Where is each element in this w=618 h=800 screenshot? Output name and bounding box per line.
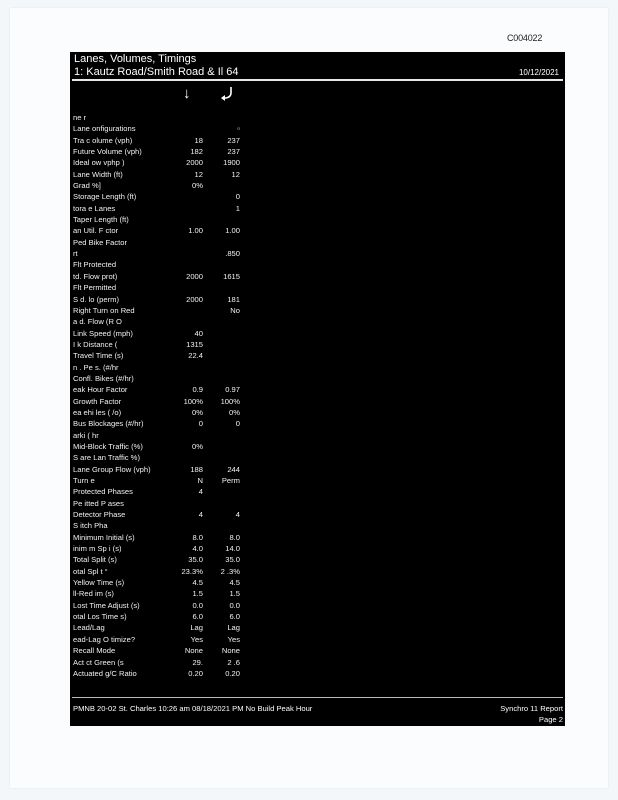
row-label: Confl. Bikes (#/hr) bbox=[73, 373, 134, 383]
row-label: Bus Blockages (#/hr) bbox=[73, 419, 144, 429]
row-label: Right Turn on Red bbox=[73, 305, 135, 315]
sb-through-value: 8.0 bbox=[192, 532, 203, 542]
row-label: Link Speed (mph) bbox=[73, 328, 133, 338]
sb-right-value: None bbox=[221, 646, 240, 656]
sb-right-value: 4.5 bbox=[229, 578, 240, 588]
sb-right-value: 2 .3% bbox=[220, 566, 240, 576]
row-label: Ped Bike Factor bbox=[73, 237, 128, 247]
row-label: Lead/Lag bbox=[73, 623, 105, 633]
row-label: ead-Lag O timize? bbox=[73, 634, 136, 644]
row-label: n . Pe s. (#/hr bbox=[73, 362, 119, 372]
row-label: rt bbox=[73, 249, 78, 259]
row-label: an Util. F ctor bbox=[73, 226, 119, 236]
table-row bbox=[73, 509, 313, 520]
table-row bbox=[73, 203, 313, 214]
sb-right-value: 0.97 bbox=[225, 385, 240, 395]
sb-right-value: .850 bbox=[225, 249, 240, 259]
table-row bbox=[73, 237, 313, 248]
row-label: Recall Mode bbox=[73, 646, 116, 656]
row-label: Lane Group Flow (vph) bbox=[73, 464, 151, 474]
row-label: Storage Length (ft) bbox=[73, 192, 137, 202]
row-label: Act ct Green (s bbox=[73, 657, 124, 667]
sb-through-value: N bbox=[197, 476, 203, 485]
table-row bbox=[73, 112, 313, 123]
sb-through-value: 29. bbox=[192, 657, 203, 667]
row-label: S itch Pha bbox=[73, 521, 108, 531]
table-row bbox=[73, 611, 313, 622]
row-label: Turn e bbox=[73, 476, 95, 485]
footer-page-number: Page 2 bbox=[538, 715, 563, 724]
sb-through-value: 23.3% bbox=[181, 566, 203, 576]
row-label: Lane Width (ft) bbox=[73, 169, 123, 179]
table-row bbox=[73, 305, 313, 316]
sb-through-value: Lag bbox=[190, 623, 203, 633]
row-label: Total Split (s) bbox=[73, 555, 117, 565]
table-row bbox=[73, 566, 313, 577]
sb-right-value: 6.0 bbox=[229, 612, 240, 622]
table-row bbox=[73, 384, 313, 395]
table-row bbox=[73, 532, 313, 543]
row-label: Yellow Time (s) bbox=[73, 578, 125, 588]
table-row bbox=[73, 407, 313, 418]
sb-right-value: 1615 bbox=[223, 271, 240, 281]
table-row bbox=[73, 123, 313, 134]
sb-through-value: None bbox=[184, 646, 203, 656]
row-label: eak Hour Factor bbox=[73, 385, 128, 395]
table-row bbox=[73, 135, 313, 146]
footer-software: Synchro 11 Report bbox=[500, 704, 563, 713]
row-label: a d. Flow (R O bbox=[73, 317, 122, 327]
row-label: ea ehi les ( /o) bbox=[73, 407, 122, 417]
table-row bbox=[73, 430, 313, 441]
sb-through-value: 4.5 bbox=[192, 578, 203, 588]
table-row bbox=[73, 169, 313, 180]
row-label: Lost Time Adjust (s) bbox=[73, 600, 140, 610]
sb-through-value: 40 bbox=[194, 328, 203, 338]
row-label: S d. lo (perm) bbox=[73, 294, 119, 304]
table-row bbox=[73, 362, 313, 373]
table-row bbox=[73, 339, 313, 350]
sb-right-value: 237 bbox=[227, 147, 240, 157]
sb-through-value: 182 bbox=[190, 147, 203, 157]
row-label: ne r bbox=[73, 113, 87, 122]
table-row bbox=[73, 328, 313, 339]
table-row bbox=[73, 282, 313, 293]
row-label: Flt Permitted bbox=[73, 283, 117, 293]
footer-rule bbox=[72, 697, 563, 698]
sb-through-value: 6.0 bbox=[192, 612, 203, 622]
table-row bbox=[73, 316, 313, 327]
row-label: S are Lan Traffic %) bbox=[73, 453, 140, 463]
sb-right-value: 237 bbox=[227, 135, 240, 145]
row-label: arki ( hr bbox=[73, 430, 99, 440]
sb-through-value: 0.9 bbox=[192, 385, 203, 395]
table-row bbox=[73, 157, 313, 168]
sb-through-value: 1.5 bbox=[192, 589, 203, 599]
table-row bbox=[73, 657, 313, 668]
sb-right-value: Perm bbox=[221, 476, 240, 485]
sb-through-value: 0% bbox=[192, 181, 203, 191]
table-row bbox=[73, 452, 313, 463]
sb-right-value: 1.5 bbox=[229, 589, 240, 599]
sb-through-value: 35.0 bbox=[188, 555, 203, 565]
sb-right-value: No bbox=[230, 305, 240, 315]
row-label: Protected Phases bbox=[73, 487, 133, 497]
sb-right-value: 0% bbox=[229, 407, 240, 417]
sb-through-value: 100% bbox=[183, 396, 203, 406]
row-label: I k Distance ( bbox=[73, 339, 118, 349]
table-row bbox=[73, 373, 313, 384]
table-row bbox=[73, 588, 313, 599]
row-label: tora e Lanes bbox=[73, 203, 116, 213]
row-label: Minimum Initial (s) bbox=[73, 532, 135, 542]
report-date: 10/12/2021 bbox=[518, 68, 559, 77]
row-label: Travel Time (s) bbox=[73, 351, 124, 361]
report-title: Lanes, Volumes, Timings bbox=[74, 53, 197, 65]
sb-right-value: 1900 bbox=[223, 158, 240, 168]
row-label: inim m Sp i (s) bbox=[73, 544, 122, 554]
header-rule bbox=[72, 79, 563, 81]
sb-right-value: 8.0 bbox=[229, 532, 240, 542]
row-label: Actuated g/C Ratio bbox=[73, 668, 137, 678]
table-row bbox=[73, 271, 313, 282]
table-row bbox=[73, 600, 313, 611]
table-row bbox=[73, 486, 313, 497]
table-row bbox=[73, 180, 313, 191]
sb-through-value: 0.0 bbox=[192, 600, 203, 610]
row-label: Taper Length (ft) bbox=[73, 215, 129, 225]
table-row bbox=[73, 248, 313, 259]
row-label: Ideal ow vphp ) bbox=[73, 158, 125, 168]
table-row bbox=[73, 396, 313, 407]
sb-through-value: 2000 bbox=[186, 271, 203, 281]
table-row bbox=[73, 554, 313, 565]
sb-right-value: 0 bbox=[235, 419, 240, 429]
sb-right-value: 244 bbox=[227, 464, 240, 474]
sb-through-value: 4 bbox=[198, 487, 203, 497]
row-label: otal Los Time s) bbox=[73, 612, 127, 622]
sb-through-value: Yes bbox=[190, 634, 203, 644]
sb-right-value: 0 bbox=[235, 192, 240, 202]
intersection-name: 1: Kautz Road/Smith Road & Il 64 bbox=[74, 66, 239, 78]
sb-right-value: ▫ bbox=[237, 124, 240, 134]
sb-through-value: 188 bbox=[190, 464, 203, 474]
table-row bbox=[73, 146, 313, 157]
table-row bbox=[73, 668, 313, 679]
table-row bbox=[73, 464, 313, 475]
row-label: otal Spl t ° bbox=[73, 566, 108, 576]
table-row bbox=[73, 577, 313, 588]
table-row bbox=[73, 498, 313, 509]
row-label: Grad %] bbox=[73, 181, 101, 191]
table-row bbox=[73, 645, 313, 656]
sb-through-value: 1.00 bbox=[188, 226, 203, 236]
sb-right-value: 35.0 bbox=[225, 555, 240, 565]
sb-through-value: 0 bbox=[198, 419, 203, 429]
sb-through-value: 2000 bbox=[186, 294, 203, 304]
sb-right-value: 4 bbox=[235, 510, 240, 520]
sb-through-value: 4 bbox=[198, 510, 203, 520]
table-row bbox=[73, 225, 313, 236]
table-row bbox=[73, 634, 313, 645]
table-row bbox=[73, 543, 313, 554]
row-label: Detector Phase bbox=[73, 510, 126, 520]
sb-right-value: 0.0 bbox=[229, 600, 240, 610]
sb-right-value: 1 bbox=[235, 203, 240, 213]
table-row bbox=[73, 418, 313, 429]
table-row bbox=[73, 520, 313, 531]
table-row bbox=[73, 475, 313, 486]
row-label: Tra c olume (vph) bbox=[73, 135, 133, 145]
row-label: ll-Red im (s) bbox=[73, 589, 114, 599]
sb-right-value: 1.00 bbox=[225, 226, 240, 236]
row-label: Lane onfigurations bbox=[73, 124, 136, 134]
sb-through-value: 0% bbox=[192, 441, 203, 451]
sb-right-value: Yes bbox=[227, 634, 240, 644]
table-row bbox=[73, 350, 313, 361]
report-sheet bbox=[70, 52, 565, 726]
sb-right-value: Lag bbox=[227, 623, 240, 633]
southbound-through-arrow-icon: ↓ bbox=[183, 85, 191, 102]
timing-table bbox=[73, 112, 313, 679]
table-row bbox=[73, 441, 313, 452]
movement-arrows bbox=[70, 86, 270, 106]
sb-right-value: 0.20 bbox=[225, 668, 240, 678]
footer-project-info: PMNB 20-02 St. Charles 10:26 am 08/18/2021 PM No Build Peak Hour bbox=[73, 704, 313, 713]
sb-through-value: 2000 bbox=[186, 158, 203, 168]
table-row bbox=[73, 214, 313, 225]
sb-through-value: 18 bbox=[194, 135, 203, 145]
table-row bbox=[73, 191, 313, 202]
table-row bbox=[73, 294, 313, 305]
document-id: C004022 bbox=[507, 33, 543, 43]
sb-through-value: 0% bbox=[192, 407, 203, 417]
row-label: Flt Protected bbox=[73, 260, 117, 270]
sb-right-value: 12 bbox=[231, 169, 240, 179]
row-label: Growth Factor bbox=[73, 396, 122, 406]
sb-through-value: 4.0 bbox=[192, 544, 203, 554]
sb-through-value: 1315 bbox=[186, 339, 203, 349]
sb-right-value: 2 .6 bbox=[227, 657, 240, 667]
sb-through-value: 12 bbox=[194, 169, 203, 179]
row-label: Mid-Block Traffic (%) bbox=[73, 441, 143, 451]
sb-right-value: 100% bbox=[220, 396, 240, 406]
row-label: Future Volume (vph) bbox=[73, 147, 142, 157]
table-row bbox=[73, 259, 313, 270]
sb-through-value: 0.20 bbox=[188, 668, 203, 678]
row-label: Pe itted P ases bbox=[73, 498, 124, 508]
sb-through-value: 22.4 bbox=[188, 351, 203, 361]
southbound-right-turn-arrow-icon bbox=[220, 86, 234, 102]
sb-right-value: 181 bbox=[227, 294, 240, 304]
scanned-page bbox=[10, 8, 608, 788]
sb-right-value: 14.0 bbox=[225, 544, 240, 554]
row-label: td. Flow prot) bbox=[73, 271, 118, 281]
table-row bbox=[73, 622, 313, 633]
